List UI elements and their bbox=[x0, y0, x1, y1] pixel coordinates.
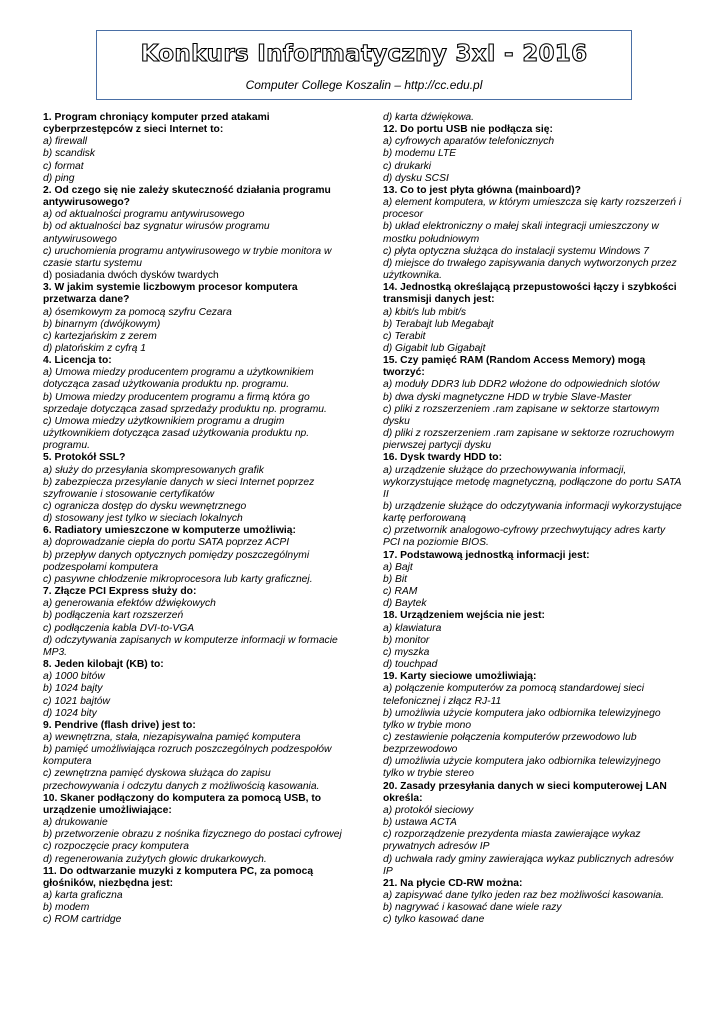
answer-option: c) RAM bbox=[383, 586, 418, 598]
answer-option: d) uchwała rady gminy zawierająca wykaz publicznych adresów IP bbox=[383, 853, 674, 877]
question-text: 1. Program chroniący komputer przed atakami cyberprzestępców z sieci Internet to: bbox=[43, 112, 270, 136]
answer-option: c) ROM cartridge bbox=[43, 914, 122, 926]
answer-option: b) 1024 bajty bbox=[43, 683, 103, 695]
question-text: 7. Złącze PCI Express służy do: bbox=[43, 586, 197, 598]
answer-option: c) podłączenia kabla DVI-to-VGA bbox=[43, 622, 195, 634]
answer-option: c) płyta optyczna służąca do instalacji systemu Windows 7 bbox=[383, 245, 650, 257]
answer-option: a) doprowadzanie ciepła do portu SATA poprzez ACPI bbox=[43, 537, 290, 549]
answer-option: d) stosowany jest tylko w sieciach lokalnych bbox=[43, 513, 243, 525]
question-text: 3. W jakim systemie liczbowym procesor komputera przetwarza dane? bbox=[43, 282, 298, 306]
answer-option: b) Bit bbox=[383, 573, 408, 585]
answer-option: c) 1021 bajtów bbox=[43, 695, 110, 707]
answer-option: b) dwa dyski magnetyczne HDD w trybie Slave-Master bbox=[383, 391, 632, 403]
question-text: 12. Do portu USB nie podłącza się: bbox=[383, 124, 553, 136]
answer-option: d) 1024 bity bbox=[43, 707, 97, 719]
answer-option: d) pliki z rozszerzeniem .ram zapisane w sektorze rozruchowym pierwszej partycji dysku bbox=[383, 428, 675, 452]
answer-option: d) miejsce do trwałego zapisywania danych wytworzonych przez użytkownika. bbox=[383, 257, 677, 282]
answer-option: a) wewnętrzna, stała, niezapisywalna pamięć komputera bbox=[43, 731, 301, 743]
answer-option: a) służy do przesyłania skompresowanych grafik bbox=[43, 464, 264, 476]
answer-option: c) format bbox=[43, 160, 84, 172]
answer-option: c) drukarki bbox=[383, 160, 432, 172]
answer-option: b) umożliwia użycie komputera jako odbiornika telewizyjnego tylko w trybie mono bbox=[383, 707, 661, 731]
answer-option: a) generowania efektów dźwiękowych bbox=[43, 598, 216, 610]
answer-option: a) kbit/s lub mbit/s bbox=[383, 306, 466, 318]
answer-option: c) rozporządzenie prezydenta miasta zawierające wykaz prywatnych adresów IP bbox=[383, 829, 641, 853]
answer-option: c) zewnętrzna pamięć dyskowa służąca do zapisu przechowywania i odczytu danych z możliwością kasowania. bbox=[43, 768, 320, 792]
question-text: 4. Licencja to: bbox=[43, 355, 112, 367]
question-text: 9. Pendrive (flash drive) jest to: bbox=[43, 719, 196, 731]
answer-option: b) nagrywać i kasować dane wiele razy bbox=[383, 902, 562, 914]
answer-option: b) Umowa miedzy producentem programu a firmą która go sprzedaje dotycząca zasad sprzedaży produktu np. programu. bbox=[43, 391, 327, 415]
answer-option: c) Umowa miedzy użytkownikiem programu a drugim użytkownikiem dotycząca zasad użytkowania produktu np. programu. bbox=[43, 415, 310, 452]
answer-option: b) pamięć umożliwiająca rozruch poszczególnych podzespołów komputera bbox=[43, 744, 332, 768]
answer-option: c) tylko kasować dane bbox=[383, 914, 485, 926]
page-title: Konkurs Informatyczny 3xI - 2016 bbox=[140, 41, 588, 67]
answer-option: a) drukowanie bbox=[43, 817, 108, 829]
answer-option: d) dysku SCSI bbox=[383, 172, 449, 184]
question-text: 21. Na płycie CD-RW można: bbox=[383, 877, 523, 889]
question-text: 6. Radiatory umieszczone w komputerze umożliwią: bbox=[43, 525, 296, 537]
answer-option: b) monitor bbox=[383, 634, 430, 646]
header-box bbox=[96, 30, 632, 100]
answer-option: c) przetwornik analogowo-cyfrowy przechwytujący adres karty PCI na poziomie BIOS. bbox=[383, 525, 666, 549]
answer-option: a) zapisywać dane tylko jeden raz bez możliwości kasowania. bbox=[383, 890, 665, 901]
answer-option: a) cyfrowych aparatów telefonicznych bbox=[383, 136, 555, 148]
right-column bbox=[383, 112, 683, 926]
answer-option: d) Gigabit lub Gigabajt bbox=[383, 342, 486, 354]
answer-option: b) przetworzenie obrazu z nośnika fizycznego do postaci cyfrowej bbox=[43, 829, 342, 841]
answer-option: a) urządzenie służące do przechowywania informacji, wykorzystujące metodę magnetyczną, podłączone do portu SATA II bbox=[383, 464, 682, 500]
answer-option: d) posiadania dwóch dysków twardych bbox=[43, 270, 219, 282]
answer-option: b) układ elektroniczny o małej skali integracji umieszczony w mostku południowym bbox=[383, 221, 659, 245]
answer-option: b) urządzenie służące do odczytywania informacji wykorzystujące kartę perforowaną bbox=[383, 501, 682, 525]
answer-option: c) myszka bbox=[383, 646, 430, 658]
question-text: 14. Jednostką określającą przepustowości łączy i szybkości transmisji danych jest: bbox=[383, 282, 677, 306]
question-text: 5. Protokół SSL? bbox=[43, 452, 126, 464]
question-text: 18. Urządzeniem wejścia nie jest: bbox=[383, 610, 545, 622]
answer-option: a) karta graficzna bbox=[43, 890, 123, 901]
question-text: 17. Podstawową jednostką informacji jest: bbox=[383, 549, 590, 561]
question-text: 2. Od czego się nie zależy skuteczność działania programu antywirusowego? bbox=[43, 184, 331, 209]
answer-option: a) od aktualności programu antywirusowego bbox=[43, 209, 245, 221]
answer-option: b) podłączenia kart rozszerzeń bbox=[43, 610, 184, 622]
answer-option: d) regenerowania zużytych głowic drukarkowych. bbox=[43, 853, 267, 865]
answer-option: c) pasywne chłodzenie mikroprocesora lub karty graficznej. bbox=[43, 573, 313, 585]
answer-option: a) Umowa miedzy producentem programu a użytkownikiem dotycząca zasad użytkowania produktu np. programu. bbox=[43, 367, 314, 391]
answer-option: c) rozpoczęcie pracy komputera bbox=[43, 841, 189, 853]
answer-option: c) kartezjańskim z zerem bbox=[43, 330, 157, 342]
question-text: 11. Do odtwarzanie muzyki z komputera PC, za pomocą głośników, niezbędna jest: bbox=[43, 865, 314, 889]
question-text: 10. Skaner podłączony do komputera za pomocą USB, to urządzenie umożliwiające: bbox=[43, 792, 322, 816]
answer-option: a) ósemkowym za pomocą szyfru Cezara bbox=[43, 306, 232, 318]
question-text: 15. Czy pamięć RAM (Random Access Memory) mogą tworzyć: bbox=[383, 355, 646, 379]
answer-option: b) ustawa ACTA bbox=[383, 817, 457, 829]
answer-option: a) element komputera, w którym umieszcza się karty rozszerzeń i procesor bbox=[383, 197, 682, 221]
answer-option: b) zabezpiecza przesyłanie danych w sieci Internet poprzez szyfrowanie i stosowanie certyfikatów bbox=[43, 476, 315, 500]
page-subtitle: Computer College Koszalin – http://cc.edu.pl bbox=[245, 78, 483, 92]
answer-option: c) zestawienie połączenia komputerów przewodowo lub bezprzewodowo bbox=[383, 731, 637, 756]
question-text: 16. Dysk twardy HDD to: bbox=[383, 452, 503, 464]
answer-option: d) touchpad bbox=[383, 659, 438, 671]
answer-option: c) Terabit bbox=[383, 330, 426, 342]
answer-option: a) połączenie komputerów za pomocą standardowej sieci telefonicznej i złącz RJ-11 bbox=[383, 683, 644, 707]
answer-option: a) klawiatura bbox=[383, 622, 442, 634]
answer-option: d) umożliwia użycie komputera jako odbiornika telewizyjnego tylko w trybie stereo bbox=[383, 756, 661, 780]
answer-option: d) karta dźwiękowa. bbox=[383, 112, 474, 123]
answer-option: b) scandisk bbox=[43, 148, 96, 160]
answer-option: d) platońskim z cyfrą 1 bbox=[43, 342, 147, 354]
question-text: 20. Zasady przesyłania danych w sieci komputerowej LAN określa: bbox=[383, 780, 667, 804]
answer-option: c) ogranicza dostęp do dysku wewnętrznego bbox=[43, 501, 247, 512]
answer-option: b) przepływ danych optycznych pomiędzy poszczególnymi podzespołami komputera bbox=[43, 549, 310, 573]
answer-option: a) moduły DDR3 lub DDR2 włożone do odpowiednich slotów bbox=[383, 379, 660, 391]
question-text: 8. Jeden kilobajt (KB) to: bbox=[43, 659, 164, 671]
answer-option: b) modemu LTE bbox=[383, 148, 457, 160]
answer-option: d) ping bbox=[43, 172, 75, 184]
answer-option: a) 1000 bitów bbox=[43, 671, 105, 683]
answer-option: d) Baytek bbox=[383, 598, 427, 610]
answer-option: a) firewall bbox=[43, 136, 88, 148]
answer-option: b) modem bbox=[43, 902, 90, 914]
answer-option: b) Terabajt lub Megabajt bbox=[383, 318, 494, 330]
answer-option: c) uruchomienia programu antywirusowego w trybie monitora w czasie startu systemu bbox=[43, 245, 332, 269]
answer-option: a) protokół sieciowy bbox=[383, 804, 474, 816]
answer-option: b) binarnym (dwójkowym) bbox=[43, 318, 161, 330]
question-text: 13. Co to jest płyta główna (mainboard)? bbox=[383, 184, 581, 196]
answer-option: a) Bajt bbox=[383, 561, 413, 573]
answer-option: d) odczytywania zapisanych w komputerze informacji w formacie MP3. bbox=[43, 634, 338, 658]
left-column bbox=[43, 112, 343, 926]
question-text: 19. Karty sieciowe umożliwiają: bbox=[383, 671, 537, 683]
answer-option: c) pliki z rozszerzeniem .ram zapisane w sektorze startowym dysku bbox=[383, 403, 660, 427]
answer-option: b) od aktualności baz sygnatur wirusów programu antywirusowego bbox=[43, 221, 270, 245]
